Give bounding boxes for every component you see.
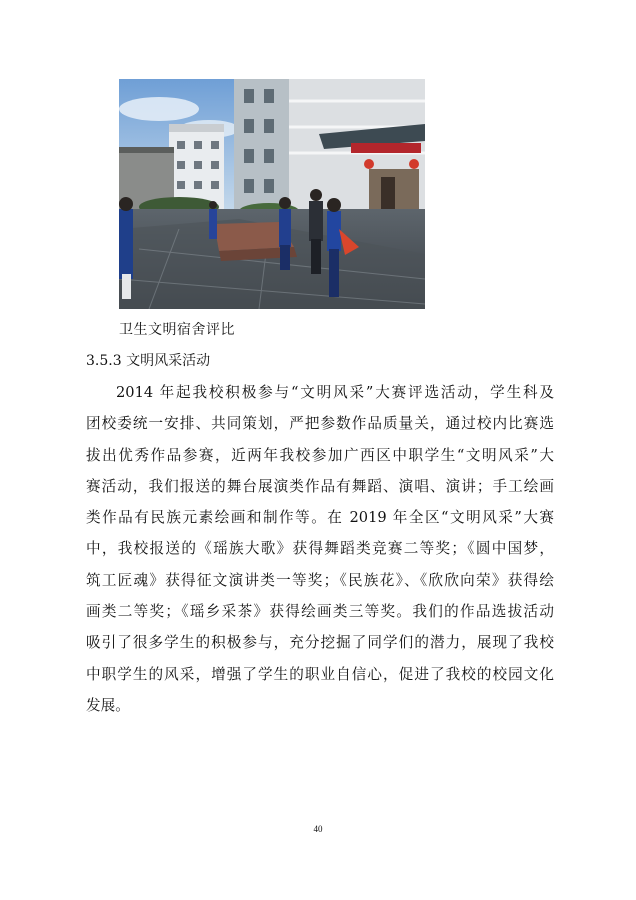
paragraph-line: 中，我校报送的《瑶族大歌》获得舞蹈类竞赛二等奖；《圆中国梦，: [86, 540, 554, 558]
paragraph-line: 团校委统一安排、共同策划，严把参数作品质量关，通过校内比赛选: [86, 415, 554, 433]
paragraph-line: 拔出优秀作品参赛，近两年我校参加广西区中职学生“文明风采”大: [86, 446, 554, 464]
paragraph-line: 中职学生的风采，增强了学生的职业自信心，促进了我校的校园文化: [86, 665, 554, 683]
photo-image: [119, 79, 425, 309]
paragraph-line: 2014 年起我校积极参与“文明风采”大赛评选活动，学生科及: [116, 384, 554, 401]
photo-caption: 卫生文明宿舍评比: [119, 322, 235, 338]
paragraph-line: 筑工匠魂》获得征文演讲类一等奖；《民族花》、《欣欣向荣》获得绘: [86, 571, 554, 589]
dormitory-inspection-photo: [119, 79, 425, 309]
section-heading: 3.5.3 文明风采活动: [86, 353, 211, 369]
paragraph-line: 赛活动，我们报送的舞台展演类作品有舞蹈、演唱、演讲；手工绘画: [86, 477, 554, 495]
paragraph-line: 类作品有民族元素绘画和制作等。在 2019 年全区“文明风采”大赛: [86, 509, 554, 527]
paragraph-line: 吸引了很多学生的积极参与，充分挖掘了同学们的潜力，展现了我校: [86, 634, 554, 652]
paragraph-line: 画类二等奖；《瑶乡采茶》获得绘画类三等奖。我们的作品选拔活动: [86, 603, 554, 621]
page-number: 40: [313, 824, 323, 834]
body-paragraph: [86, 377, 554, 721]
paragraph-line: 发展。: [86, 696, 130, 714]
